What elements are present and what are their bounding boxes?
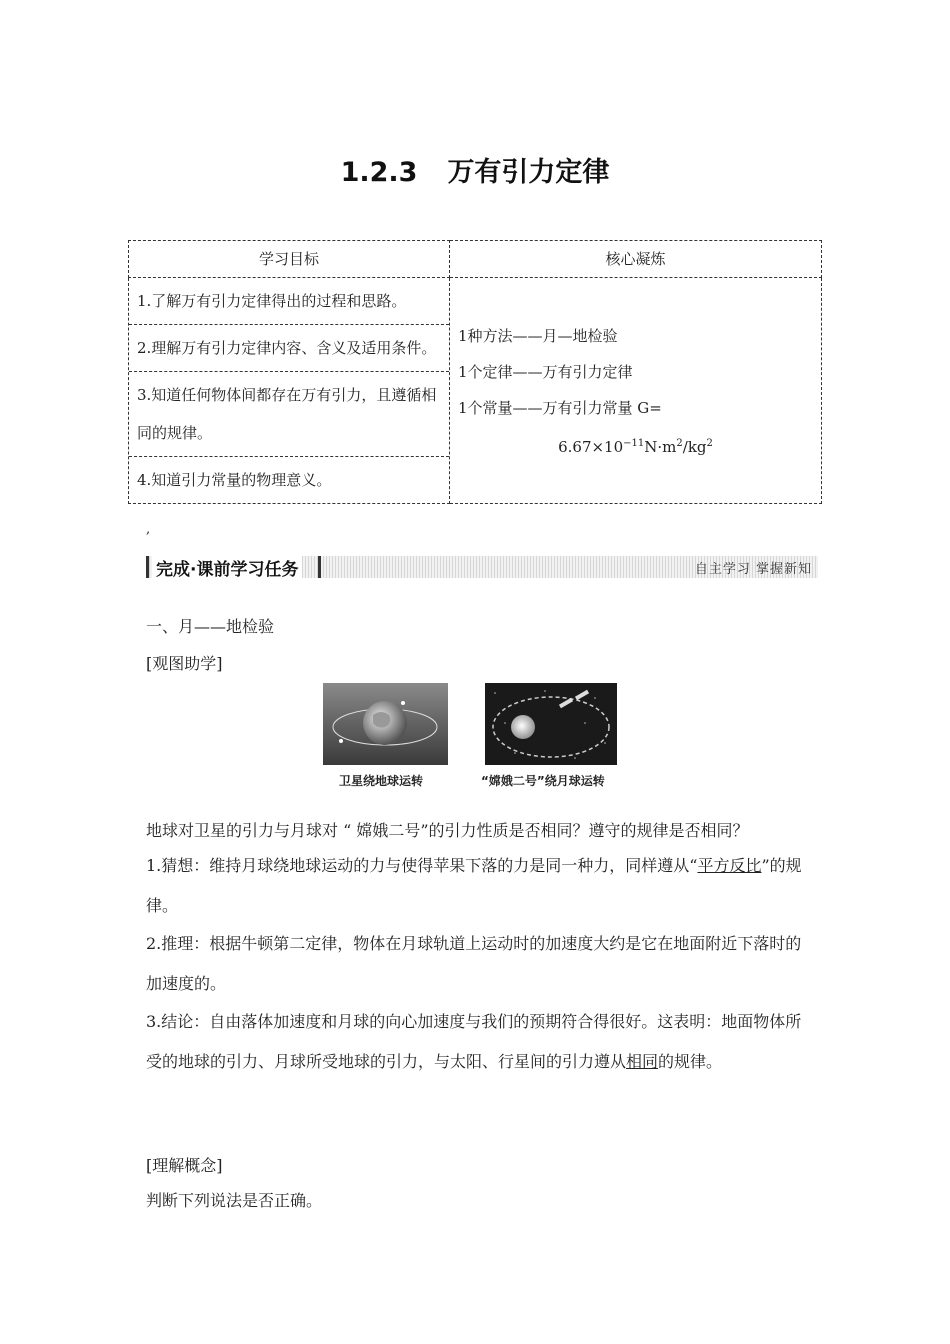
banner-bar [318, 556, 321, 578]
page-title [0, 150, 950, 189]
core-summary [450, 278, 822, 504]
answer-blank: 平方反比 [697, 856, 762, 875]
core-line: 1种方法——月—地检验 [458, 327, 618, 345]
concept-instruction: 判断下列说法是否正确。 [146, 1191, 323, 1210]
change2-moon-image [485, 683, 617, 765]
banner-label: 完成·课前学习任务 [152, 555, 302, 580]
point-reasoning: 2.推理：根据牛顿第二定律，物体在月球轨道上运动时的加速度大约是它在地面附近下落时的加速度的。 [146, 934, 802, 993]
section-heading: 一、月——地检验 [146, 617, 275, 636]
objective-item: 4.知道引力常量的物理意义。 [137, 471, 332, 489]
objectives-list [129, 278, 450, 504]
objective-item: 3.知道任何物体间都存在万有引力，且遵循相同的规律。 [129, 372, 449, 457]
objectives-table [128, 240, 822, 504]
section-subheading: [观图助学] [146, 654, 223, 673]
satellite-earth-image [323, 683, 448, 765]
banner-right-text: 自主学习 掌握新知 [694, 562, 812, 577]
gravitational-constant-formula: $6.67\times 10^{-11}N\cdot m^2/kg^2$ [558, 438, 713, 456]
objective-item: 1.了解万有引力定律得出的过程和思路。 [129, 278, 449, 325]
banner-bar [146, 556, 149, 578]
section-banner [146, 556, 818, 578]
figure-caption-left: 卫星绕地球运转 [339, 774, 424, 788]
question-text: 地球对卫星的引力与月球对 “ 嫦娥二号”的引力性质是否相同？遵守的规律是否相同？ [146, 821, 749, 840]
stray-mark: , [146, 522, 151, 537]
point-conclusion: 3.结论：自由落体加速度和月球的向心加速度与我们的预期符合得很好。这表明：地面物体所受的地球的引力、月球所受地球的引力，与太阳、行星间的引力遵从相同的规律。 [146, 1012, 802, 1071]
core-line: 1个定律——万有引力定律 [458, 363, 633, 381]
core-line: 1个常量——万有引力常量 G= [458, 399, 662, 417]
objective-item: 2.理解万有引力定律内容、含义及适用条件。 [129, 325, 449, 372]
header-core-summary: 核心凝炼 [450, 241, 822, 278]
concept-heading: [理解概念] [146, 1156, 223, 1175]
answer-blank: 相同 [626, 1052, 659, 1071]
point-guess: 1.猜想：维持月球绕地球运动的力与使得苹果下落的力是同一种力，同样遵从“平方反比”的规律。 [146, 856, 802, 915]
figure-caption-right: “嫦娥二号”绕月球运转 [481, 774, 605, 788]
section-title: 万有引力定律 [447, 157, 610, 188]
section-number: 1.2.3 [340, 157, 418, 188]
header-learning-goals: 学习目标 [129, 241, 450, 278]
